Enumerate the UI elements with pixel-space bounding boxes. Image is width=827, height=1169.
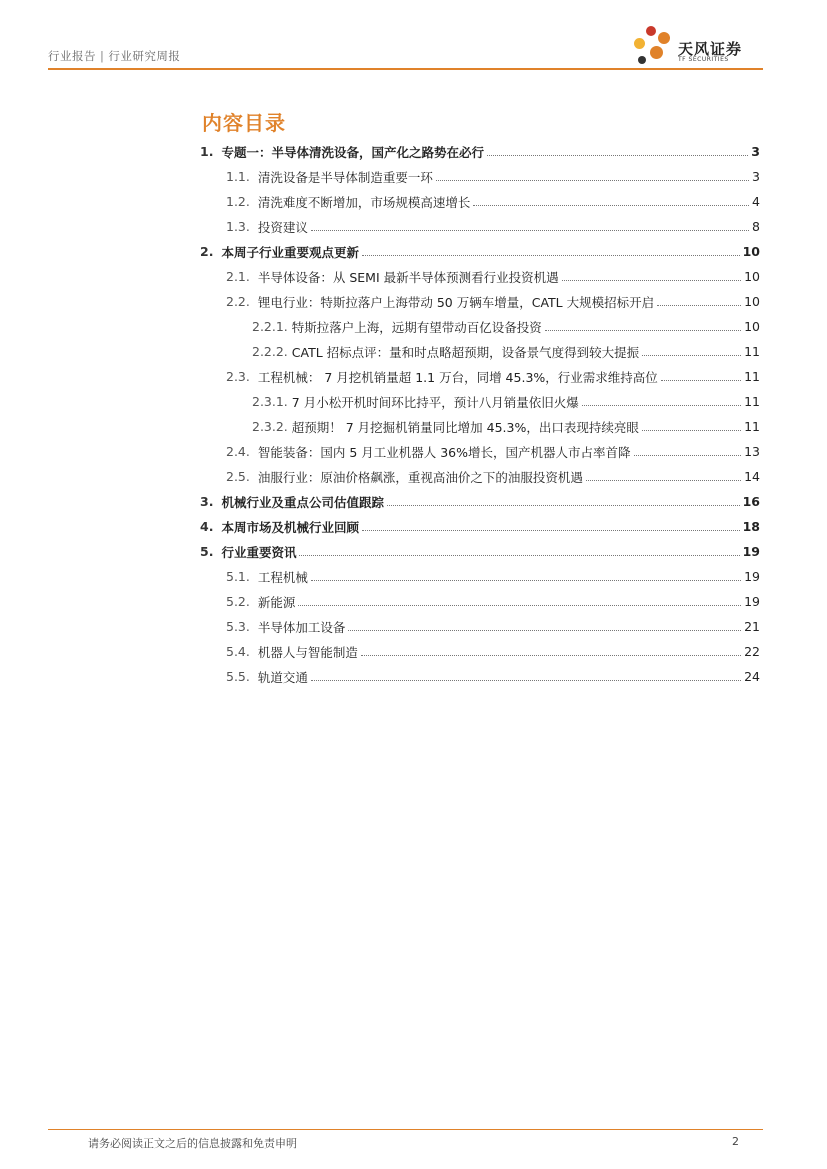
- toc-leader: [642, 355, 741, 356]
- toc-page: 13: [744, 444, 760, 459]
- toc-entry-1-1[interactable]: [200, 164, 760, 189]
- toc-number: 4.: [200, 519, 214, 534]
- toc-entry-3[interactable]: [200, 489, 760, 514]
- toc-number: 1.3.: [226, 219, 250, 234]
- toc-leader: [642, 430, 741, 431]
- toc-page: 16: [742, 494, 760, 509]
- toc-leader: [634, 455, 742, 456]
- toc-leader: [545, 330, 741, 331]
- toc-page: 14: [744, 469, 760, 484]
- logo-brand-en: TF SECURITIES: [678, 56, 729, 63]
- table-of-contents: [200, 139, 760, 689]
- toc-title: 内容目录: [202, 111, 286, 135]
- toc-entry-1[interactable]: [200, 139, 760, 164]
- logo-brand-cn: 天风证券: [678, 40, 743, 58]
- toc-leader: [657, 305, 741, 306]
- toc-leader: [586, 480, 741, 481]
- toc-number: 5.4.: [226, 644, 250, 659]
- toc-label: 机械行业及重点公司估值跟踪: [221, 494, 384, 510]
- toc-number: 2.2.2.: [252, 344, 288, 359]
- toc-label: 专题一：半导体清洗设备，国产化之路势在必行: [221, 144, 484, 160]
- toc-leader: [487, 155, 748, 156]
- toc-number: 5.2.: [226, 594, 250, 609]
- toc-page: 10: [744, 269, 760, 284]
- toc-number: 5.1.: [226, 569, 250, 584]
- toc-entry-1-3[interactable]: [200, 214, 760, 239]
- crumb-separator: |: [100, 49, 105, 63]
- toc-leader: [311, 580, 741, 581]
- toc-entry-4[interactable]: [200, 514, 760, 539]
- toc-entry-2[interactable]: [200, 239, 760, 264]
- toc-leader: [298, 605, 741, 606]
- toc-page: 11: [744, 419, 760, 434]
- toc-number: 5.3.: [226, 619, 250, 634]
- toc-label: 清洗难度不断增加，市场规模高速增长: [257, 194, 471, 210]
- toc-label: 工程机械： 7 月挖机销量超 1.1 万台，同增 45.3%，行业需求维持高位: [257, 369, 658, 385]
- toc-label: 7 月小松开机时间环比持平，预计八月销量依旧火爆: [291, 394, 579, 410]
- toc-page: 3: [752, 169, 760, 184]
- toc-entry-2-2[interactable]: [200, 289, 760, 314]
- toc-page: 24: [744, 669, 760, 684]
- toc-entry-1-2[interactable]: [200, 189, 760, 214]
- toc-page: 11: [744, 369, 760, 384]
- toc-page: 11: [744, 394, 760, 409]
- toc-number: 2.2.: [226, 294, 250, 309]
- toc-label: 半导体加工设备: [257, 619, 346, 635]
- toc-number: 1.1.: [226, 169, 250, 184]
- toc-entry-2-3-2[interactable]: [200, 414, 760, 439]
- toc-entry-5-4[interactable]: [200, 639, 760, 664]
- toc-page: 4: [752, 194, 760, 209]
- toc-number: 2.5.: [226, 469, 250, 484]
- toc-page: 10: [744, 319, 760, 334]
- toc-label: 特斯拉落户上海，远期有望带动百亿设备投资: [291, 319, 542, 335]
- toc-page: 10: [744, 294, 760, 309]
- toc-entry-5-2[interactable]: [200, 589, 760, 614]
- toc-label: 锂电行业：特斯拉落户上海带动 50 万辆车增量，CATL 大规模招标开启: [257, 294, 655, 310]
- toc-number: 2.2.1.: [252, 319, 288, 334]
- toc-entry-2-4[interactable]: [200, 439, 760, 464]
- toc-entry-2-1[interactable]: [200, 264, 760, 289]
- toc-leader: [362, 255, 740, 256]
- toc-label: 新能源: [257, 594, 296, 610]
- toc-leader: [311, 230, 749, 231]
- header-crumb: [48, 48, 180, 64]
- toc-number: 1.: [200, 144, 214, 159]
- toc-page: 10: [742, 244, 760, 259]
- toc-label: 半导体设备：从 SEMI 最新半导体预测看行业投资机遇: [257, 269, 559, 285]
- toc-label: 本周市场及机械行业回顾: [221, 519, 359, 535]
- toc-page: 18: [742, 519, 760, 534]
- toc-entry-5-5[interactable]: [200, 664, 760, 689]
- toc-page: 8: [752, 219, 760, 234]
- toc-page: 22: [744, 644, 760, 659]
- toc-number: 2.4.: [226, 444, 250, 459]
- toc-leader: [436, 180, 749, 181]
- toc-entry-5[interactable]: [200, 539, 760, 564]
- toc-leader: [361, 655, 741, 656]
- footer-disclaimer: 请务必阅读正文之后的信息披露和免责申明: [88, 1137, 297, 1150]
- toc-label: 油服行业：原油价格飙涨，重视高油价之下的油服投资机遇: [257, 469, 583, 485]
- toc-entry-5-3[interactable]: [200, 614, 760, 639]
- toc-label: 机器人与智能制造: [257, 644, 358, 660]
- toc-number: 5.: [200, 544, 214, 559]
- toc-label: 投资建议: [257, 219, 308, 235]
- toc-number: 2.1.: [226, 269, 250, 284]
- toc-entry-2-5[interactable]: [200, 464, 760, 489]
- toc-page: 19: [744, 594, 760, 609]
- toc-label: 轨道交通: [257, 669, 308, 685]
- toc-entry-5-1[interactable]: [200, 564, 760, 589]
- toc-page: 19: [744, 569, 760, 584]
- page-number: 2: [732, 1135, 739, 1148]
- toc-leader: [661, 380, 741, 381]
- toc-page: 11: [744, 344, 760, 359]
- toc-number: 2.3.: [226, 369, 250, 384]
- toc-entry-2-2-1[interactable]: [200, 314, 760, 339]
- toc-entry-2-3[interactable]: [200, 364, 760, 389]
- report-type: 行业报告: [48, 49, 96, 63]
- toc-label: CATL 招标点评：量和时点略超预期，设备景气度得到较大提振: [291, 344, 640, 360]
- toc-leader: [299, 555, 739, 556]
- toc-leader: [387, 505, 740, 506]
- toc-number: 5.5.: [226, 669, 250, 684]
- report-subtype: 行业研究周报: [108, 49, 181, 63]
- toc-number: 2.: [200, 244, 214, 259]
- toc-entry-2-3-1[interactable]: [200, 389, 760, 414]
- toc-leader: [311, 680, 741, 681]
- toc-page: 3: [751, 144, 760, 159]
- toc-page: 21: [744, 619, 760, 634]
- toc-label: 本周子行业重要观点更新: [221, 244, 359, 260]
- company-logo: [632, 26, 782, 70]
- toc-number: 2.3.1.: [252, 394, 288, 409]
- toc-leader: [473, 205, 749, 206]
- toc-number: 1.2.: [226, 194, 250, 209]
- toc-leader: [348, 630, 741, 631]
- footer-rule: [48, 1129, 763, 1130]
- toc-number: 2.3.2.: [252, 419, 288, 434]
- toc-number: 3.: [200, 494, 214, 509]
- toc-leader: [562, 280, 741, 281]
- toc-label: 智能装备：国内 5 月工业机器人 36%增长，国产机器人市占率首降: [257, 444, 631, 460]
- toc-label: 清洗设备是半导体制造重要一环: [257, 169, 433, 185]
- toc-leader: [582, 405, 741, 406]
- toc-label: 行业重要资讯: [221, 544, 297, 560]
- toc-page: 19: [742, 544, 760, 559]
- toc-leader: [362, 530, 740, 531]
- toc-entry-2-2-2[interactable]: [200, 339, 760, 364]
- toc-label: 工程机械: [257, 569, 308, 585]
- toc-label: 超预期！ 7 月挖掘机销量同比增加 45.3%，出口表现持续亮眼: [291, 419, 639, 435]
